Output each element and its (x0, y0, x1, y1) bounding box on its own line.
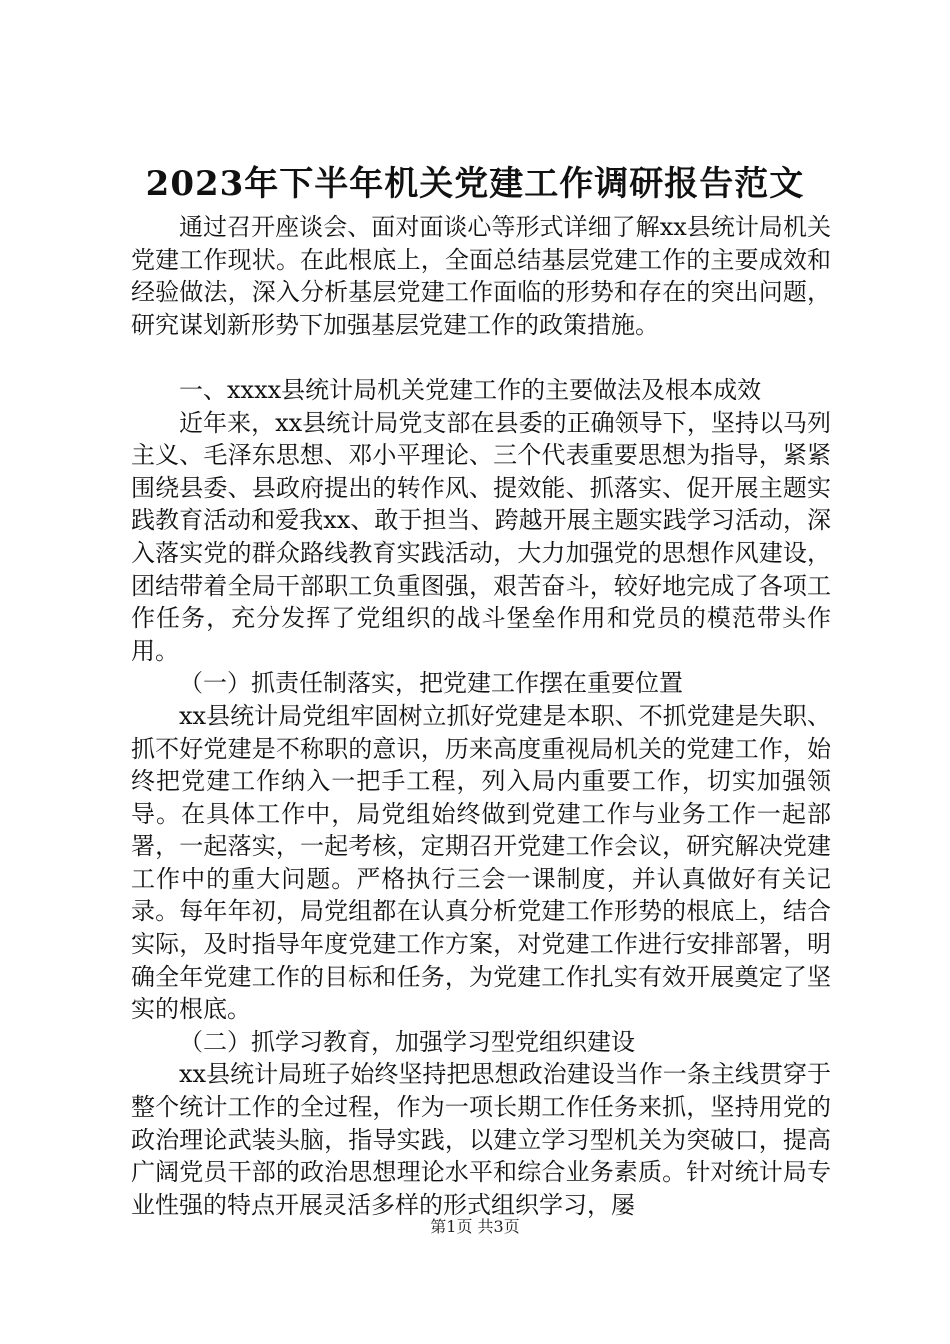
subsection-heading-1: （一）抓责任制落实，把党建工作摆在重要位置 (179, 669, 683, 698)
document-body (131, 211, 831, 1221)
subsection-heading-2: （二）抓学习教育，加强学习型党组织建设 (179, 1027, 635, 1056)
intro-paragraph: 通过召开座谈会、面对面谈心等形式详细了解xx县统计局机关党建工作现状。在此根底上，全面总结基层党建工作的主要成效和经验做法，深入分析基层党建工作面临的形势和存在的突出问题，研究谋划新形势下加强基层党建工作的政策措施。 (131, 213, 831, 339)
subsection-paragraph-1: xx县统计局党组牢固树立抓好党建是本职、不抓党建是失职、抓不好党建是不称职的意识，历来高度重视局机关的党建工作，始终把党建工作纳入一把手工程，列入局内重要工作，切实加强领导。在具体工作中，局党组始终做到党建工作与业务工作一起部署，一起落实，一起考核，定期召开党建工作会议，研究解决党建工作中的重大问题。严格执行三会一课制度，并认真做好有关记录。每年年初，局党组都在认真分析党建工作形势的根底上，结合实际，及时指导年度党建工作方案，对党建工作进行安排部署，明确全年党建工作的目标和任务，为党建工作扎实有效开展奠定了坚实的根底。 (131, 701, 831, 1024)
document-title: 2023年下半年机关党建工作调研报告范文 (145, 164, 805, 204)
page-number-footer: 第1页 共3页 (430, 1217, 520, 1236)
paragraph-gap (131, 341, 831, 374)
subsection-paragraph-2: xx县统计局班子始终坚持把思想政治建设当作一条主线贯穿于整个统计工作的全过程，作为一项长期工作任务来抓，坚持用党的政治理论武装头脑，指导实践，以建立学习型机关为突破口，提高广阔党员干部的政治思想理论水平和综合业务素质。针对统计局专业性强的特点开展灵活多样的形式组织学习，屡 (131, 1060, 831, 1219)
section-paragraph: 近年来，xx县统计局党支部在县委的正确领导下，坚持以马列主义、毛泽东思想、邓小平理论、三个代表重要思想为指导，紧紧围绕县委、县政府提出的转作风、提效能、抓落实、促开展主题实践教育活动和爱我xx、敢于担当、跨越开展主题实践学习活动，深入落实党的群众路线教育实践活动，大力加强党的思想作风建设，团结带着全局干部职工负重图强，艰苦奋斗，较好地完成了各项工作任务，充分发挥了党组织的战斗堡垒作用和党员的模范带头作用。 (131, 408, 831, 665)
section-heading: 一、xxxx县统计局机关党建工作的主要做法及根本成效 (179, 375, 762, 404)
